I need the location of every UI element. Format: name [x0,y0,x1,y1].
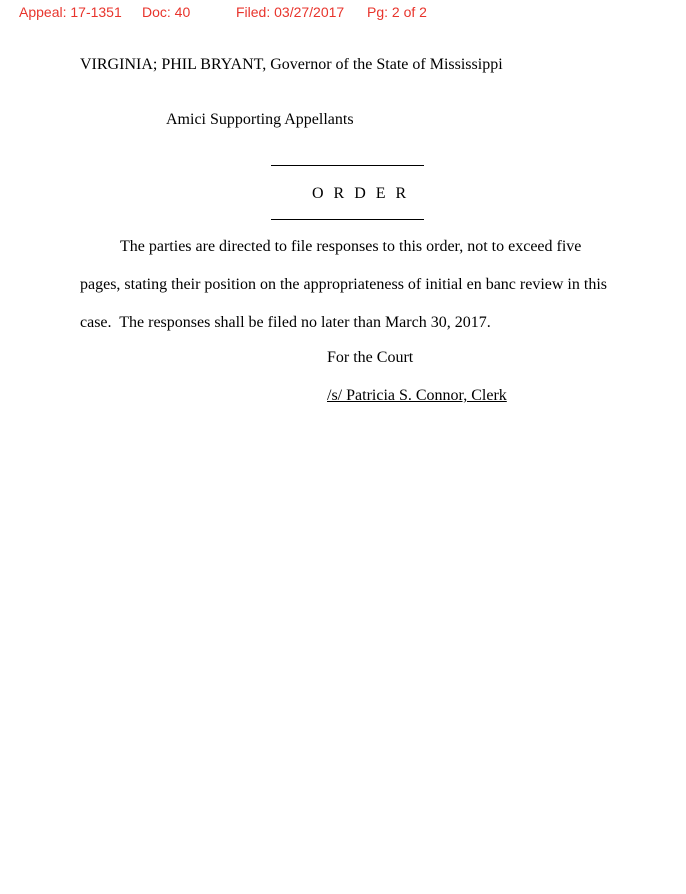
order-body-line-2: pages, stating their position on the appropriateness of initial en banc review in this [80,276,607,293]
filed-date: Filed: 03/27/2017 [236,4,345,20]
caption-party-line: VIRGINIA; PHIL BRYANT, Governor of the State of Mississippi [80,56,503,73]
for-the-court: For the Court [327,349,414,366]
rule-below-title [271,219,424,220]
doc-number: Doc: 40 [142,4,191,20]
caption-role: Amici Supporting Appellants [166,111,354,128]
appeal-number: Appeal: 17-1351 [19,4,122,20]
rule-above-title [271,165,424,166]
order-body-line-3: case. The responses shall be filed no later than March 30, 2017. [80,314,491,331]
page-indicator: Pg: 2 of 2 [367,4,427,20]
order-body-line-1: The parties are directed to file responses to this order, not to exceed five [120,238,582,255]
order-title: O R D E R [312,185,410,202]
clerk-signature: /s/ Patricia S. Connor, Clerk [327,387,507,404]
